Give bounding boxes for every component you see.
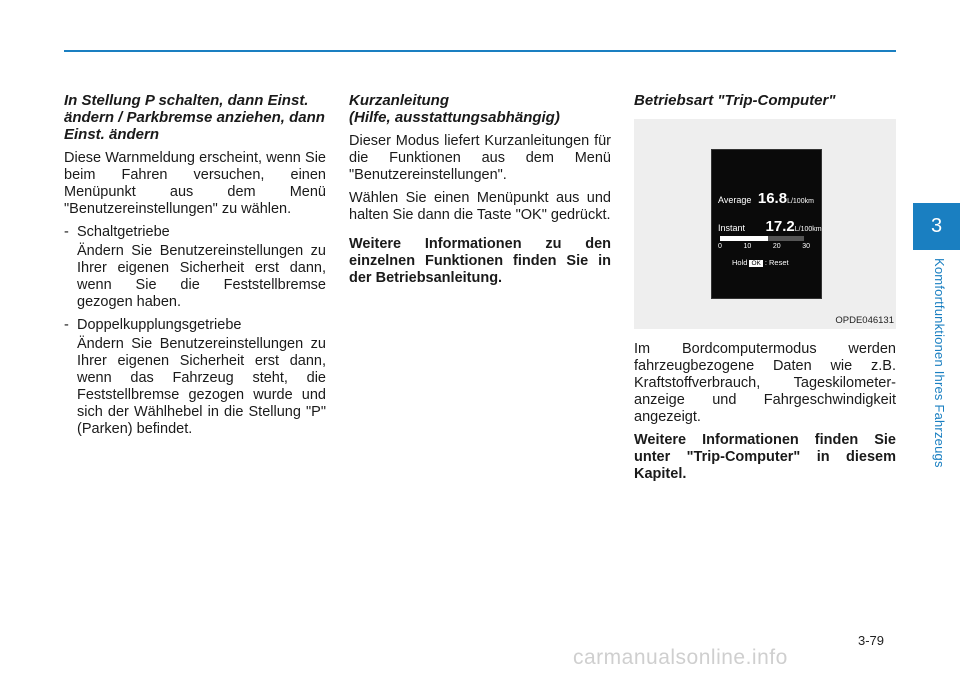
consumption-gauge	[720, 236, 804, 241]
section-heading-quickguide	[349, 92, 611, 126]
trip-computer-figure	[634, 119, 896, 329]
page-number: 3-79	[858, 633, 885, 648]
section-heading-warning: In Stellung P schalten, dann Einst. ändern / Parkbremse anziehen, dann Einst. ändern	[64, 92, 325, 143]
heading-line: (Hilfe, ausstattungsabhängig)	[349, 109, 560, 126]
column-1	[64, 92, 326, 444]
instant-row	[718, 218, 822, 235]
list-dash: -	[64, 317, 69, 333]
hold-reset-hint	[732, 258, 789, 267]
list-item-dct	[64, 317, 326, 334]
trip-paragraph: Im Bordcomputermodus werden fahrzeugbezogene Daten wie z.B. Kraftstoffverbrauch, Tageskilometer-anzeige und Fahrgeschwindigkeit angezeigt.	[634, 341, 896, 425]
list-item-manual	[64, 224, 326, 241]
list-item-title: Doppelkupplungsgetriebe	[77, 317, 242, 333]
hold-text: Hold	[732, 258, 748, 267]
trip-note: Weitere Informationen finden Sie unter "Trip-Computer" in diesem Kapitel.	[634, 432, 896, 482]
average-value: 16.8	[757, 190, 788, 207]
column-3	[634, 92, 896, 489]
scale-tick: 20	[772, 243, 781, 250]
ok-button-icon: OK	[751, 260, 761, 267]
quickguide-paragraph: Wählen Sie einen Menüpunkt aus und halten Sie dann die Taste "OK" gedrückt.	[349, 190, 611, 223]
average-label: Average	[718, 195, 752, 205]
list-item-title: Schaltgetriebe	[77, 224, 170, 240]
instant-unit: L/100km	[794, 226, 822, 233]
average-row	[718, 190, 814, 207]
column-2	[349, 92, 611, 293]
scale-tick: 10	[743, 243, 752, 250]
figure-caption: OPDE046131	[835, 315, 894, 326]
instant-value: 17.2	[765, 218, 795, 235]
quickguide-note: Weitere Informationen zu den einzelnen Funktionen finden Sie in der Betriebsanleitung.	[349, 236, 611, 286]
gauge-scale	[718, 243, 810, 250]
watermark: carmanualsonline.info	[573, 646, 788, 669]
average-unit: L/100km	[787, 198, 814, 205]
instant-label: Instant	[718, 223, 746, 233]
top-rule	[64, 50, 896, 52]
gauge-fill	[720, 236, 768, 241]
scale-tick: 30	[802, 243, 810, 250]
quickguide-paragraph: Dieser Modus liefert Kurzanleitungen für die Funktionen aus dem Menü "Benutzereinstellungen".	[349, 133, 611, 183]
list-item-text: Ändern Sie Benutzereinstellungen zu Ihrer eigenen Sicherheit erst dann, wenn das Fahrzeug steht, die Feststellbremse gezogen wurde und sich der Wählhebel in die Stellung "P" (Parken) befindet.	[77, 336, 326, 437]
reset-text: : Reset	[764, 258, 789, 267]
chapter-tab: 3	[913, 203, 960, 250]
warning-paragraph: Diese Warnmeldung erscheint, wenn Sie beim Fahren versuchen, einen Menüpunkt aus dem Menü "Benutzereinstellungen" zu wählen.	[64, 150, 326, 217]
section-heading-trip: Betriebsart "Trip-Computer"	[634, 92, 836, 109]
heading-line: Kurzanleitung	[349, 92, 449, 109]
list-item-text: Ändern Sie Benutzereinstellungen zu Ihrer eigenen Sicherheit erst dann, wenn Sie die Feststellbremse gezogen haben.	[77, 243, 326, 310]
cluster-display	[711, 149, 822, 299]
list-dash: -	[64, 224, 69, 240]
chapter-title: Komfortfunktionen Ihres Fahrzeugs	[932, 258, 947, 468]
scale-tick: 0	[718, 243, 722, 250]
